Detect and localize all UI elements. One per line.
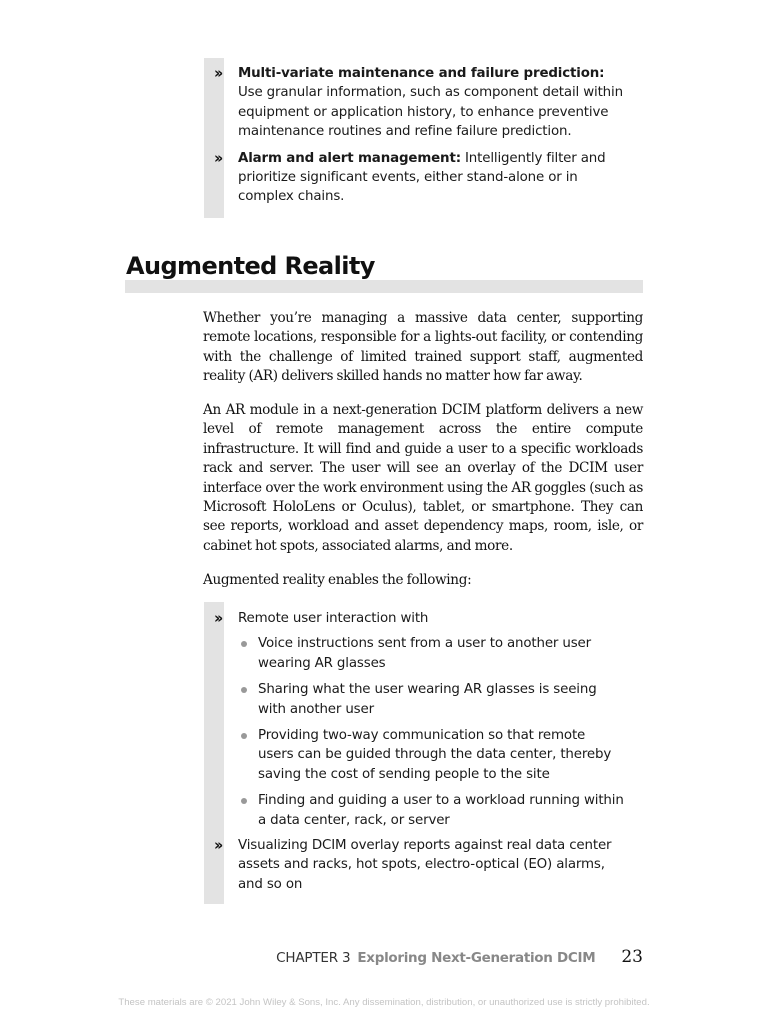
copyright-notice: These materials are © 2021 John Wiley & Sons, Inc. Any dissemination, distribution, or unauthorized use is strictly prohibited. — [118, 997, 650, 1008]
chapter-label: CHAPTER 3 — [276, 950, 351, 966]
sub-list-item — [238, 680, 624, 719]
gray-dot-icon — [241, 641, 247, 647]
paragraph: Augmented reality enables the following: — [203, 572, 472, 588]
sub-item-text: Voice instructions sent from a user to another user wearing AR glasses — [258, 636, 591, 671]
list-item — [214, 148, 624, 207]
sub-item-text: Providing two-way communication so that remote users can be guided through the data center, thereby saving the cost of sending people to the site — [258, 728, 612, 782]
bullet-lead: Multi-variate maintenance and failure prediction: — [238, 66, 605, 81]
double-chevron-icon: ›› — [214, 836, 221, 855]
bullet-text: Intelligently filter and prioritize significant events, either stand-alone or in complex chains. — [238, 150, 606, 205]
sub-list — [238, 634, 624, 830]
sub-item-text: Sharing what the user wearing AR glasses is seeing with another user — [258, 682, 597, 717]
gray-dot-icon — [241, 798, 247, 804]
page-number: 23 — [621, 947, 643, 967]
bullet-text: Visualizing DCIM overlay reports against real data center assets and racks, hot spots, electro-optical (EO) alarms, and so on — [238, 838, 612, 892]
bullet-text: Remote user interaction with — [238, 611, 429, 626]
list-item — [214, 64, 624, 142]
list-item — [214, 836, 624, 894]
sub-list-item — [238, 726, 624, 784]
chapter-title: Exploring Next-Generation DCIM — [357, 950, 596, 966]
double-chevron-icon: ›› — [214, 148, 221, 167]
sub-list-item — [238, 791, 624, 830]
double-chevron-icon: ›› — [214, 609, 221, 627]
heading-band — [125, 280, 643, 293]
paragraph: Whether you’re managing a massive data center, supporting remote locations, responsible for a lights-out facility, or contending with the challenge of limited trained support staff, augmented reality (AR) delivers skilled hands no matter how far away. — [203, 310, 643, 385]
paragraph: An AR module in a next-generation DCIM platform delivers a new level of remote management across the entire compute infrastructure. It will find and guide a user to a specific workloads rack and server. The user will see an overlay of the DCIM user interface over the work environment using the AR goggles (such as Microsoft HoloLens or Oculus), tablet, or smartphone. They can see reports, workload and asset dependency maps, room, isle, or cabinet hot spots, associated alarms, and more. — [203, 402, 643, 554]
page-footer — [276, 947, 643, 967]
list-item — [214, 609, 624, 830]
bottom-bullet-list — [204, 602, 624, 904]
sub-item-text: Finding and guiding a user to a workload running within a data center, rack, or server — [258, 793, 624, 828]
double-chevron-icon: ›› — [214, 64, 221, 82]
top-bullet-list — [204, 58, 624, 218]
gray-dot-icon — [241, 733, 247, 739]
bullet-lead: Alarm and alert management: — [238, 150, 461, 166]
bullet-text: Use granular information, such as component detail within equipment or application history, to enhance preventive maintenance routines and refine failure prediction. — [238, 85, 623, 140]
section-heading: Augmented Reality — [126, 252, 375, 280]
gray-dot-icon — [241, 687, 247, 693]
sub-list-item — [238, 634, 624, 673]
